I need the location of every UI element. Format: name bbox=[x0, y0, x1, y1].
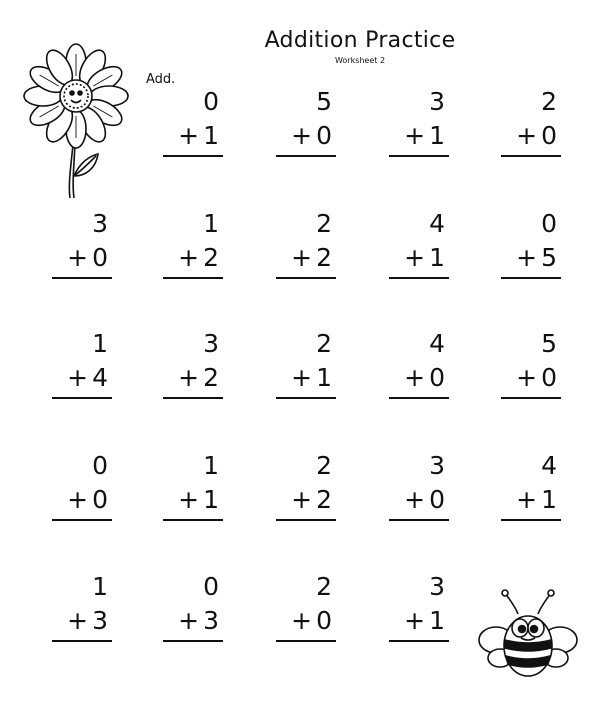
addend-bottom-row bbox=[516, 122, 557, 150]
addend-bottom: 1 bbox=[203, 121, 219, 150]
addend-top: 3 bbox=[203, 329, 219, 358]
answer-line bbox=[501, 277, 561, 279]
addend-bottom-row bbox=[291, 244, 332, 272]
addend-top: 1 bbox=[203, 209, 219, 238]
addend-bottom: 0 bbox=[541, 121, 557, 150]
answer-line bbox=[276, 397, 336, 399]
flower-icon bbox=[18, 36, 138, 201]
addend-bottom: 1 bbox=[429, 606, 445, 635]
addend-top: 2 bbox=[316, 209, 332, 238]
answer-line bbox=[389, 397, 449, 399]
answer-line bbox=[52, 640, 112, 642]
addend-bottom-row bbox=[67, 607, 108, 635]
addend-top: 2 bbox=[541, 87, 557, 116]
addend-top: 4 bbox=[541, 451, 557, 480]
addend-bottom: 1 bbox=[429, 121, 445, 150]
addend-bottom: 1 bbox=[316, 363, 332, 392]
addition-problem bbox=[389, 330, 449, 410]
addition-problem bbox=[389, 88, 449, 168]
plus-sign: + bbox=[291, 606, 313, 635]
addend-bottom-row bbox=[67, 244, 108, 272]
answer-line bbox=[163, 519, 223, 521]
addition-problem bbox=[163, 452, 223, 532]
addend-top: 1 bbox=[92, 572, 108, 601]
addend-top: 1 bbox=[203, 451, 219, 480]
addend-top: 5 bbox=[316, 87, 332, 116]
addend-bottom-row bbox=[291, 607, 332, 635]
addend-top: 2 bbox=[316, 451, 332, 480]
plus-sign: + bbox=[404, 363, 426, 392]
answer-line bbox=[52, 397, 112, 399]
addition-problem bbox=[276, 210, 336, 290]
addend-bottom-row bbox=[404, 122, 445, 150]
instruction-label: Add. bbox=[146, 72, 176, 87]
addend-top: 0 bbox=[92, 451, 108, 480]
addend-bottom-row bbox=[67, 364, 108, 392]
addend-bottom: 1 bbox=[429, 243, 445, 272]
addition-problem bbox=[389, 573, 449, 653]
addition-problem bbox=[163, 210, 223, 290]
answer-line bbox=[389, 519, 449, 521]
plus-sign: + bbox=[178, 243, 200, 272]
addend-bottom-row bbox=[516, 486, 557, 514]
addend-bottom-row bbox=[67, 486, 108, 514]
answer-line bbox=[389, 277, 449, 279]
answer-line bbox=[52, 519, 112, 521]
addend-bottom: 3 bbox=[203, 606, 219, 635]
answer-line bbox=[389, 155, 449, 157]
addition-problem bbox=[276, 330, 336, 410]
addition-problem bbox=[389, 452, 449, 532]
plus-sign: + bbox=[516, 243, 538, 272]
bee-icon bbox=[478, 588, 578, 680]
answer-line bbox=[276, 155, 336, 157]
addition-problem bbox=[389, 210, 449, 290]
answer-line bbox=[163, 277, 223, 279]
addition-problem bbox=[501, 330, 561, 410]
addend-bottom-row bbox=[404, 364, 445, 392]
addend-bottom-row bbox=[291, 486, 332, 514]
plus-sign: + bbox=[404, 243, 426, 272]
addend-bottom-row bbox=[178, 122, 219, 150]
addend-bottom-row bbox=[178, 607, 219, 635]
addend-top: 5 bbox=[541, 329, 557, 358]
addend-bottom: 2 bbox=[316, 485, 332, 514]
answer-line bbox=[276, 519, 336, 521]
plus-sign: + bbox=[67, 485, 89, 514]
addend-bottom: 0 bbox=[316, 121, 332, 150]
plus-sign: + bbox=[404, 121, 426, 150]
addition-problem bbox=[52, 452, 112, 532]
plus-sign: + bbox=[67, 363, 89, 392]
addend-bottom-row bbox=[404, 244, 445, 272]
worksheet-subtitle: Worksheet 2 bbox=[334, 56, 386, 65]
addend-bottom-row bbox=[291, 122, 332, 150]
plus-sign: + bbox=[516, 485, 538, 514]
addition-problem bbox=[163, 573, 223, 653]
answer-line bbox=[501, 397, 561, 399]
answer-line bbox=[163, 397, 223, 399]
addend-bottom: 2 bbox=[203, 363, 219, 392]
plus-sign: + bbox=[178, 606, 200, 635]
addend-bottom: 0 bbox=[92, 485, 108, 514]
addend-bottom: 0 bbox=[541, 363, 557, 392]
addition-problem bbox=[163, 88, 223, 168]
answer-line bbox=[501, 519, 561, 521]
plus-sign: + bbox=[178, 363, 200, 392]
addend-bottom-row bbox=[516, 364, 557, 392]
addend-bottom-row bbox=[404, 486, 445, 514]
addend-top: 2 bbox=[316, 572, 332, 601]
addend-bottom: 3 bbox=[92, 606, 108, 635]
plus-sign: + bbox=[291, 363, 313, 392]
plus-sign: + bbox=[178, 485, 200, 514]
addend-top: 3 bbox=[429, 451, 445, 480]
plus-sign: + bbox=[516, 363, 538, 392]
addend-bottom: 1 bbox=[541, 485, 557, 514]
addend-bottom: 4 bbox=[92, 363, 108, 392]
addition-problem bbox=[276, 573, 336, 653]
answer-line bbox=[276, 640, 336, 642]
addition-problem bbox=[276, 452, 336, 532]
addend-top: 4 bbox=[429, 329, 445, 358]
addend-top: 3 bbox=[92, 209, 108, 238]
addend-bottom: 2 bbox=[203, 243, 219, 272]
addend-bottom: 0 bbox=[429, 363, 445, 392]
plus-sign: + bbox=[404, 606, 426, 635]
worksheet-title: Addition Practice bbox=[264, 28, 456, 53]
addition-problem bbox=[163, 330, 223, 410]
addend-bottom-row bbox=[178, 244, 219, 272]
addend-top: 2 bbox=[316, 329, 332, 358]
answer-line bbox=[163, 155, 223, 157]
addition-problem bbox=[501, 88, 561, 168]
addend-bottom-row bbox=[178, 364, 219, 392]
addition-problem bbox=[52, 573, 112, 653]
answer-line bbox=[389, 640, 449, 642]
addition-problem bbox=[276, 88, 336, 168]
addend-top: 0 bbox=[203, 572, 219, 601]
plus-sign: + bbox=[67, 606, 89, 635]
addend-top: 1 bbox=[92, 329, 108, 358]
addend-top: 0 bbox=[203, 87, 219, 116]
addend-bottom: 0 bbox=[316, 606, 332, 635]
addition-problem bbox=[52, 210, 112, 290]
addend-top: 0 bbox=[541, 209, 557, 238]
answer-line bbox=[276, 277, 336, 279]
addend-bottom: 0 bbox=[92, 243, 108, 272]
plus-sign: + bbox=[67, 243, 89, 272]
plus-sign: + bbox=[291, 485, 313, 514]
plus-sign: + bbox=[291, 243, 313, 272]
plus-sign: + bbox=[291, 121, 313, 150]
plus-sign: + bbox=[516, 121, 538, 150]
answer-line bbox=[163, 640, 223, 642]
addend-top: 3 bbox=[429, 572, 445, 601]
addend-top: 3 bbox=[429, 87, 445, 116]
addend-bottom: 2 bbox=[316, 243, 332, 272]
addend-bottom: 5 bbox=[541, 243, 557, 272]
plus-sign: + bbox=[404, 485, 426, 514]
addition-problem bbox=[501, 210, 561, 290]
answer-line bbox=[501, 155, 561, 157]
addend-bottom: 0 bbox=[429, 485, 445, 514]
addend-bottom-row bbox=[404, 607, 445, 635]
addend-bottom: 1 bbox=[203, 485, 219, 514]
addend-bottom-row bbox=[291, 364, 332, 392]
addition-problem bbox=[52, 330, 112, 410]
addend-bottom-row bbox=[178, 486, 219, 514]
answer-line bbox=[52, 277, 112, 279]
addend-top: 4 bbox=[429, 209, 445, 238]
plus-sign: + bbox=[178, 121, 200, 150]
addend-bottom-row bbox=[516, 244, 557, 272]
addition-problem bbox=[501, 452, 561, 532]
